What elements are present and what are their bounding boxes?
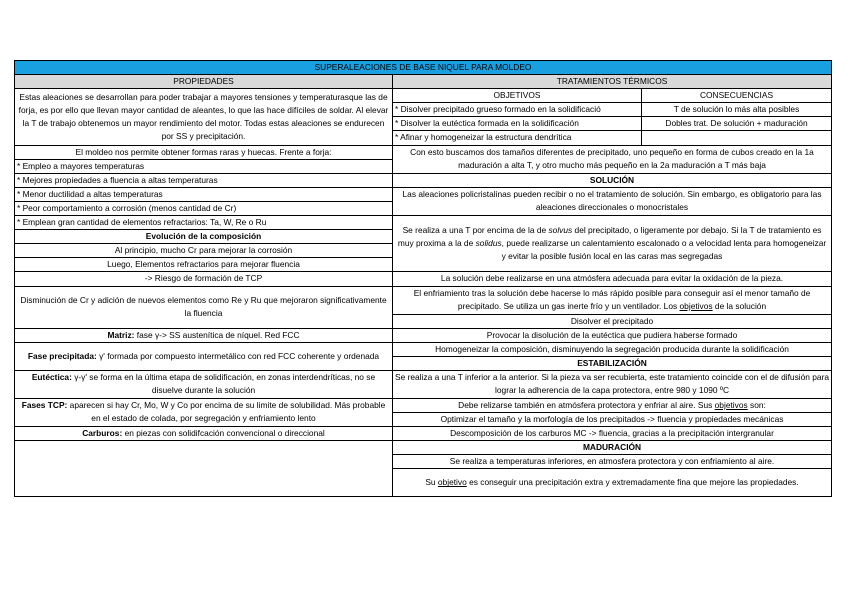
estabilizacion-paragraph-1: Se realiza a una T inferior a la anterior. Si la pieza va ser recubierta, este tratamiento coincide con el de difusión para lograr la adherencia de la capa protectora, entre 980 y 1090 ºC bbox=[393, 370, 832, 398]
objetivos-underlined: objetivos bbox=[714, 399, 748, 410]
estab-p2-part: son: bbox=[747, 399, 766, 410]
evolucion-item: Al principio, mucho Cr para mejorar la corrosión bbox=[15, 244, 393, 258]
objetivo-item: * Disolver la eutéctica formada en la solidificación bbox=[393, 117, 642, 131]
solucion-title: SOLUCIÓN bbox=[393, 173, 832, 187]
maduracion-paragraph-1: Se realiza a temperaturas inferiores, en atmosfera protectora y con enfriamiento al aire. bbox=[393, 455, 832, 469]
consecuencia-item bbox=[642, 131, 832, 145]
objetivo-item: * Afinar y homogeneizar la estructura dendrítica bbox=[393, 131, 642, 145]
estab-p2-part: Debe relizarse también en atmósfera protectora y enfriar al aire. Sus bbox=[458, 399, 715, 410]
objetivos-underlined: objetivos bbox=[679, 301, 713, 311]
solucion-list-item: Homogeneizar la composición, disminuyendo la segregación producida durante la solidificación bbox=[393, 342, 832, 356]
bullet-item: * Emplean gran cantidad de elementos refractarios: Ta, W, Re o Ru bbox=[15, 216, 393, 230]
eutectica-row bbox=[15, 370, 393, 398]
empty-cell bbox=[15, 441, 393, 497]
evolucion-item: -> Riesgo de formación de TCP bbox=[15, 272, 393, 286]
matriz-label: Matriz: bbox=[107, 329, 135, 340]
tratamientos-header: TRATAMIENTOS TÉRMICOS bbox=[393, 75, 832, 89]
estabilizacion-paragraph-2 bbox=[393, 398, 832, 412]
estabilizacion-list-item: Descomposición de los carburos MC -> fluencia, gracias a la precipitación intergranular bbox=[393, 427, 832, 441]
evolucion-title: Evolución de la composición bbox=[15, 230, 393, 244]
eutectica-label: Eutéctica: bbox=[31, 372, 72, 383]
eutectica-text: γ-γ' se forma en la última etapa de solidificación, en zonas interdendríticas, no se disuelve durante la solución bbox=[71, 372, 376, 396]
solucion-p4-part: El enfriamiento tras la solución debe hacerse lo más rápido posible para conseguir así el menor tamaño de precipitado. Se utiliza un gas inerte frío y un ventilador. Los bbox=[413, 287, 811, 311]
evolucion-item: Disminución de Cr y adición de nuevos elementos como Re y Ru que mejoraron significativamente la fluencia bbox=[15, 286, 393, 328]
objetivos-header: OBJETIVOS bbox=[393, 89, 642, 103]
propiedades-header: PROPIEDADES bbox=[15, 75, 393, 89]
bullet-item: * Menor ductilidad a altas temperaturas bbox=[15, 187, 393, 201]
solucion-p4-part: de la solución bbox=[712, 301, 767, 311]
objetivo-underlined: objetivo bbox=[437, 477, 467, 488]
carburos-label: Carburos: bbox=[82, 428, 123, 439]
madur-p2-part: es conseguir una precipitación extra y extremadamente fina que mejore las propiedades. bbox=[466, 477, 799, 488]
fase-row bbox=[15, 342, 393, 370]
solucion-p2-part: del precipitado, o ligeramente por debajo. Si la T de tratamiento es muy proxima a la de bbox=[397, 225, 822, 249]
solucion-paragraph-2 bbox=[393, 216, 832, 272]
two-sizes-text: Con esto buscamos dos tamaños diferentes de precipitado, uno pequeño en forma de cubos creado en la 1a maduración a alta T, y otro mucho más pequeño en la 2a maduración a T más baja bbox=[393, 145, 832, 173]
bullet-item: * Peor comportamiento a corrosión (menos cantidad de Cr) bbox=[15, 201, 393, 215]
matriz-row bbox=[15, 328, 393, 342]
solucion-p2-part: Se realiza a una T por encima de la de bbox=[402, 225, 549, 236]
tcp-label: Fases TCP: bbox=[21, 400, 68, 411]
maduracion-paragraph-2 bbox=[393, 469, 832, 497]
moldeo-text: El moldeo nos permite obtener formas raras y huecas. Frente a forja: bbox=[15, 145, 393, 159]
tcp-text: aparecen si hay Cr, Mo, W y Co por encima de su limite de solubilidad. Más probable en el estado de colada, por segregación y enfriamiento lento bbox=[67, 400, 386, 424]
consecuencia-item: Dobles trat. De solución + maduración bbox=[642, 117, 832, 131]
solidus-term: solidus bbox=[475, 238, 502, 249]
matriz-text: fase γ-> SS austenítica de níquel. Red FCC bbox=[134, 329, 300, 340]
carburos-row bbox=[15, 427, 393, 441]
solucion-p2-part: , puede realizarse un calentamiento escalonado o a velocidad lenta para homogeneizar y evitar la posible fusión local en las caras mas segregadas bbox=[501, 238, 827, 262]
sheet-title: SUPERALEACIONES DE BASE NIQUEL PARA MOLDEO bbox=[15, 61, 832, 75]
bullet-item: * Mejores propiedades a fluencia a altas temperaturas bbox=[15, 173, 393, 187]
objetivo-item: * Disolver precipitado grueso formado en la solidificació bbox=[393, 103, 642, 117]
spreadsheet-table bbox=[14, 60, 832, 497]
madur-p2-part: Su bbox=[425, 477, 438, 488]
consecuencia-item: T de solución lo más alta posibles bbox=[642, 103, 832, 117]
solucion-list-item: Provocar la disolución de la eutéctica que pudiera haberse formado bbox=[393, 328, 832, 342]
intro-paragraph: Estas aleaciones se desarrollan para poder trabajar a mayores tensiones y temperaturasque las de forja, es por ello que llevan mayor cantidad de aleantes, lo que las hace difíciles de soldar. Al elevar la T de trabajo obtenemos un mayor rendimiento del motor. Todas estas aleaciones se endurecen por SS y precipitación. bbox=[15, 89, 393, 145]
carburos-text: en piezas con solidifcación convencional o direccional bbox=[122, 428, 325, 439]
solvus-term: solvus bbox=[548, 225, 573, 236]
estabilizacion-title: ESTABILIZACIÓN bbox=[393, 356, 832, 370]
solucion-paragraph-1: Las aleaciones policristalinas pueden recibir o no el tratamiento de solución. Sin embargo, es obligatorio para las aleaciones direccionales o monocristales bbox=[393, 187, 832, 215]
solucion-list-item: Disolver el precipitado bbox=[393, 314, 832, 328]
fase-label: Fase precipitada: bbox=[27, 350, 97, 361]
solucion-paragraph-3: La solución debe realizarse en una atmósfera adecuada para evitar la oxidación de la pieza. bbox=[393, 272, 832, 286]
solucion-paragraph-4 bbox=[393, 286, 832, 314]
consecuencias-header: CONSECUENCIAS bbox=[642, 89, 832, 103]
bullet-item: * Empleo a mayores temperaturas bbox=[15, 159, 393, 173]
maduracion-title: MADURACIÓN bbox=[393, 441, 832, 455]
tcp-row bbox=[15, 398, 393, 426]
fase-text: γ' formada por compuesto intermetálico con red FCC coherente y ordenada bbox=[96, 350, 380, 361]
evolucion-item: Luego, Elementos refractarios para mejorar fluencia bbox=[15, 258, 393, 272]
estabilizacion-list-item: Optimizar el tamaño y la morfología de los precipitados -> fluencia y propiedades mecánicas bbox=[393, 412, 832, 426]
